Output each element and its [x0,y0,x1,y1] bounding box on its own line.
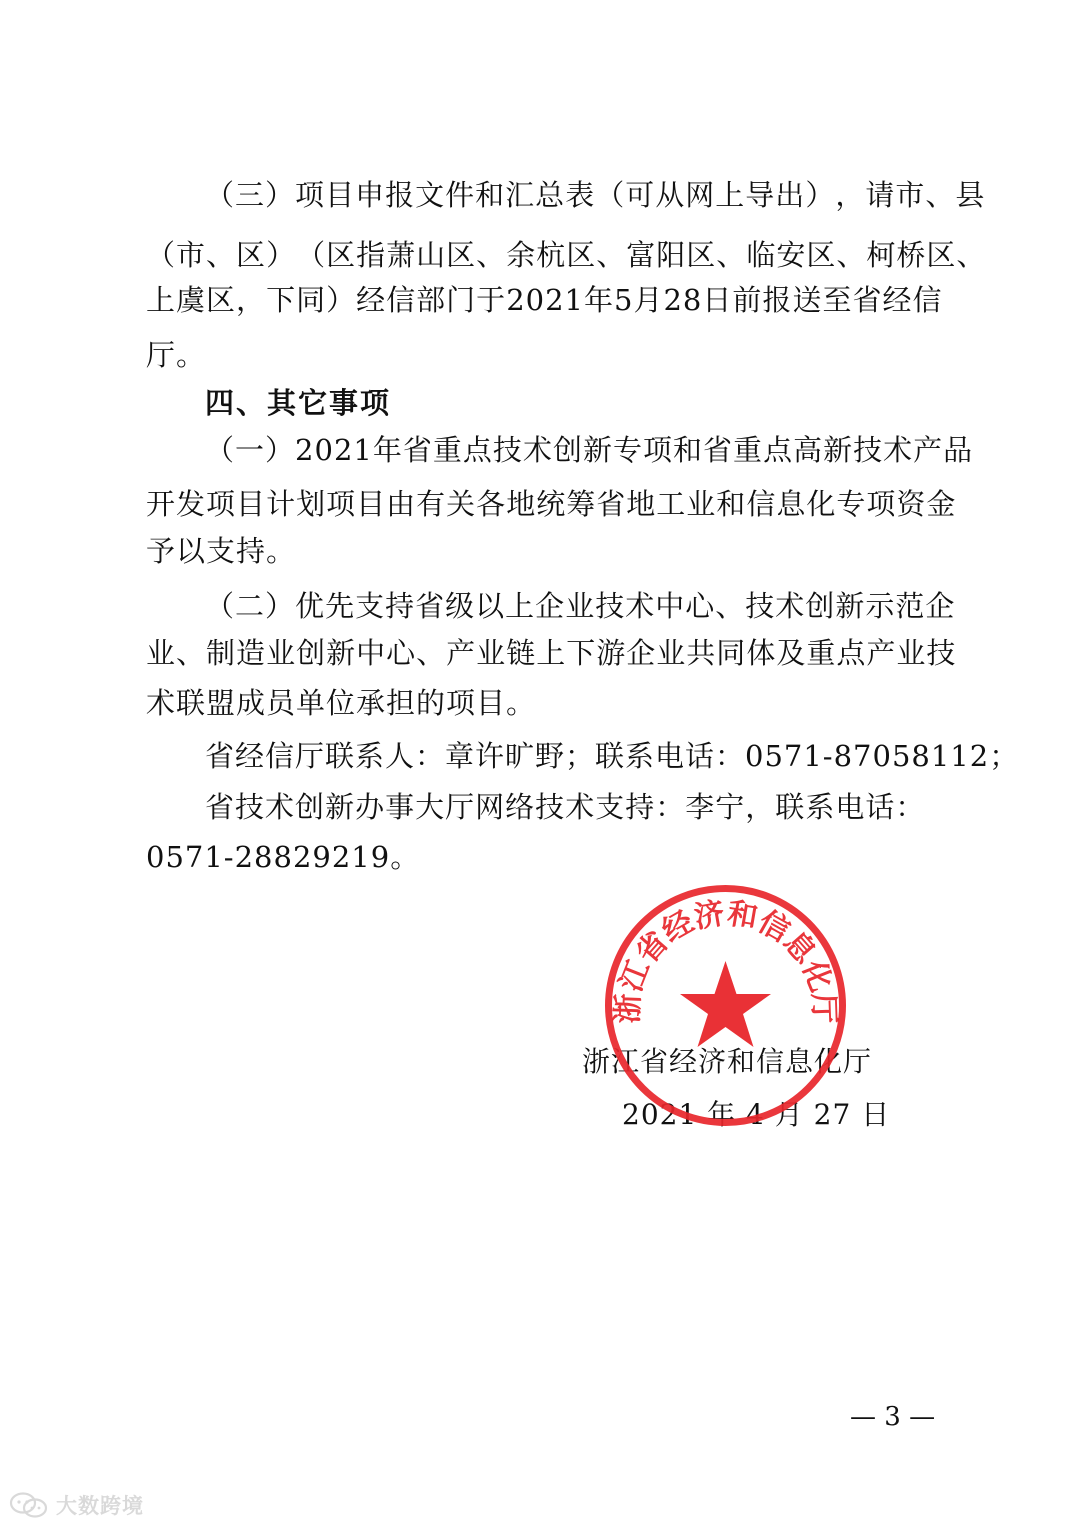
text-token: 杭 [536,238,567,272]
text-token: 新 [325,790,356,824]
text-token: ） [266,238,297,272]
text-token: 新 [835,589,866,623]
text-token: 划 [296,487,327,521]
text-token: 、 [715,589,746,623]
text-token: 导 [745,178,776,212]
text-token: 开 [146,487,177,521]
text-token: 地 [626,487,657,521]
text-token: 新 [326,636,357,670]
text-token: （ [595,178,626,212]
text-token: 有 [416,487,447,521]
text-token: 报 [385,178,416,212]
text-token: 下 [566,636,597,670]
text-token: 产 [913,433,944,467]
text-token: 三 [235,178,266,212]
item-1-line-1 [205,433,974,467]
text-token: 地 [506,487,537,521]
text-token: 李 [685,790,716,824]
text-token: 指 [356,238,387,272]
text-token: （ [205,589,236,623]
text-token: 山 [416,238,447,272]
text-token: 、 [956,238,987,272]
seal-text: 浙江省经济和信息化厅 [610,895,842,1025]
text-token: 由 [386,487,417,521]
text-token: 支 [595,790,626,824]
text-token: 术 [883,433,914,467]
text-token: 游 [596,636,627,670]
text-token: 业 [146,636,177,670]
text-token: 点 [462,433,493,467]
text-token: 链 [506,636,537,670]
text-token: 安 [776,238,807,272]
text-token: 企 [626,636,657,670]
text-token: 区 [446,238,477,272]
text-token: 上 [505,589,536,623]
text-token: （ [296,238,327,272]
text-token: 经 [882,283,913,317]
contact-line-3: 0571-28829219。 [146,840,421,874]
signature-organization: 浙江省经济和信息化厅 [582,1045,873,1078]
text-token: 创 [552,433,583,467]
text-token: 业 [266,636,297,670]
page-number: — 3 — [850,1402,936,1432]
text-token: 表 [565,178,596,212]
text-token: 从 [655,178,686,212]
text-token: 省 [596,487,627,521]
text-token: 区 [236,238,267,272]
text-token: 前 [732,283,763,317]
text-token: 技 [535,790,566,824]
text-token: 网 [475,790,506,824]
text-token: 重 [733,433,764,467]
text-token: 点 [836,636,867,670]
text-token: 先 [325,589,356,623]
text-token: 上 [536,636,567,670]
text-token: ） [265,433,296,467]
text-token: （ [146,238,177,272]
text-token: 、 [416,636,447,670]
text-token: 报 [762,283,793,317]
text-token: 新 [823,433,854,467]
text-token: 技 [853,433,884,467]
text-token: 业 [686,487,717,521]
text-token: 创 [295,790,326,824]
text-token: 省 [402,433,433,467]
text-token: 可 [625,178,656,212]
text-token: 项 [866,487,897,521]
text-token: 上 [146,283,177,317]
text-token: 省 [205,790,236,824]
text-token: 部 [416,283,447,317]
text-token: 目 [325,178,356,212]
text-token: ， [835,178,866,212]
text-token: 大 [415,790,446,824]
section-heading: 四、其它事项 [205,386,392,420]
text-token: 县 [955,178,986,212]
text-token: 高 [793,433,824,467]
text-token: 发 [176,487,207,521]
text-token: 和 [475,178,506,212]
text-token: 和 [673,433,704,467]
text-token: 二 [235,589,266,623]
text-token: 术 [265,790,296,824]
text-token: 中 [356,636,387,670]
text-token: 、 [206,238,237,272]
text-token: 术 [565,790,596,824]
text-token: 2021 [506,283,584,317]
text-token: 请 [865,178,896,212]
text-token: 项 [326,487,357,521]
text-token: 业 [476,636,507,670]
text-token: 技 [492,433,523,467]
text-token: 项 [206,487,237,521]
text-token: 宁 [715,790,746,824]
signature-date: 2021 年 4 月 27 日 [622,1098,891,1131]
text-token: 下 [266,283,297,317]
text-token: 信 [386,283,417,317]
star-icon [680,961,771,1047]
text-token: 和 [716,487,747,521]
text-token: 心 [685,589,716,623]
text-token: 余 [506,238,537,272]
text-token: 点 [763,433,794,467]
text-token: 桥 [896,238,927,272]
text-token: 萧 [386,238,417,272]
item-2-line-2 [146,636,957,670]
text-token: 送 [792,283,823,317]
watermark [8,1490,144,1520]
paragraph-3-line-1 [205,178,986,212]
text-token: 至 [822,283,853,317]
text-token: 业 [656,636,687,670]
text-token: 产 [446,636,477,670]
text-token: 、 [596,238,627,272]
text-token: 专 [612,433,643,467]
text-token: 信 [912,283,943,317]
text-token: 资 [896,487,927,521]
text-token: 、 [836,238,867,272]
text-token: 以 [475,589,506,623]
contact-line-2 [205,790,926,824]
text-token: 月 [633,283,664,317]
text-token: 事 [385,790,416,824]
text-token: 重 [432,433,463,467]
text-token: 产 [866,636,897,670]
text-token: 虞 [176,283,207,317]
wechat-logo-icon [8,1491,50,1519]
text-token: 项 [295,178,326,212]
text-token: ： [655,790,686,824]
text-token: 信 [746,487,777,521]
text-token: 化 [806,487,837,521]
text-token: 目 [356,487,387,521]
text-token: 筹 [566,487,597,521]
text-token: 新 [582,433,613,467]
text-token: 技 [595,589,626,623]
text-token: 、 [176,636,207,670]
text-token: 、 [716,238,747,272]
text-token: 富 [626,238,657,272]
text-token: 术 [625,589,656,623]
paragraph-3-line-3 [146,283,943,317]
text-token: 省 [415,589,446,623]
text-token: 目 [236,487,267,521]
text-token: 企 [535,589,566,623]
text-token: 创 [805,589,836,623]
text-token: （ [205,433,236,467]
text-token: 关 [446,487,477,521]
text-token: 件 [445,178,476,212]
text-token: 共 [686,636,717,670]
text-token: ） [265,589,296,623]
item-2-line-3: 术联盟成员单位承担的项目。 [146,686,537,720]
text-token: 办 [355,790,386,824]
text-token: 中 [655,589,686,623]
text-token: 企 [925,589,956,623]
text-token: 经 [356,283,387,317]
text-token: 网 [685,178,716,212]
text-token: 持 [625,790,656,824]
text-token: 、 [476,238,507,272]
paragraph-3-line-4: 厅。 [146,338,207,372]
text-token: 统 [536,487,567,521]
text-token: 区 [206,283,237,317]
text-token: 、 [925,178,956,212]
text-token: 品 [943,433,974,467]
text-token: 汇 [505,178,536,212]
text-token: 年 [372,433,403,467]
item-2-line-1 [205,589,956,623]
text-token: 技 [926,636,957,670]
text-token: 制 [206,636,237,670]
text-token: 支 [355,589,386,623]
text-token: 项 [643,433,674,467]
text-token: 总 [535,178,566,212]
text-token: 省 [852,283,883,317]
text-token: 区 [326,238,357,272]
text-token: 术 [522,433,553,467]
text-token: ， [745,790,776,824]
text-token: 术 [775,589,806,623]
text-token: 市 [176,238,207,272]
text-token: 一 [235,433,266,467]
text-token: 络 [505,790,536,824]
text-token: 话 [865,790,896,824]
text-token: 厅 [445,790,476,824]
text-token: 年 [584,283,615,317]
text-token: 息 [776,487,807,521]
text-token: 文 [415,178,446,212]
text-token: 同 [716,636,747,670]
text-token: ） [805,178,836,212]
text-token: 重 [806,636,837,670]
text-token: 范 [895,589,926,623]
text-token: 5 [614,283,634,317]
text-token: 上 [715,178,746,212]
text-token: 各 [476,487,507,521]
contact-line-1: 省经信厅联系人：章许旷野；联系电话：0571-87058112； [205,739,1020,773]
text-token: 同 [296,283,327,317]
text-token: 及 [776,636,807,670]
text-token: ） [265,178,296,212]
item-1-line-3: 予以支持。 [146,534,297,568]
text-token: 区 [686,238,717,272]
text-token: 心 [386,636,417,670]
paragraph-3-line-2 [146,238,987,272]
text-token: 出 [775,178,806,212]
text-token: 区 [566,238,597,272]
text-token: 体 [746,636,777,670]
text-token: 计 [266,487,297,521]
text-token: 区 [806,238,837,272]
text-token: （ [205,178,236,212]
text-token: 阳 [656,238,687,272]
text-token: 于 [476,283,507,317]
text-token: 优 [295,589,326,623]
text-token: 区 [926,238,957,272]
text-token: 28 [663,283,703,317]
text-token: 省 [703,433,734,467]
text-token: 技 [745,589,776,623]
text-token: ， [236,283,267,317]
text-token: 工 [656,487,687,521]
text-token: 申 [355,178,386,212]
text-token: 临 [746,238,777,272]
item-1-line-2 [146,487,957,521]
text-token: 业 [565,589,596,623]
text-token: 系 [805,790,836,824]
text-token: 示 [865,589,896,623]
text-token: 金 [926,487,957,521]
text-token: 市 [895,178,926,212]
text-token: 专 [836,487,867,521]
text-token: ： [895,790,926,824]
text-token: 门 [446,283,477,317]
text-token: 业 [896,636,927,670]
watermark-text: 大数跨境 [56,1494,144,1518]
text-token: ） [326,283,357,317]
text-token: 2021 [295,433,373,467]
text-token: 柯 [866,238,897,272]
text-token: 电 [835,790,866,824]
text-token: 造 [236,636,267,670]
text-token: 创 [296,636,327,670]
text-token: 持 [385,589,416,623]
text-token: 联 [775,790,806,824]
official-seal [603,883,848,1128]
text-token: 日 [702,283,733,317]
text-token: 技 [235,790,266,824]
text-token: 级 [445,589,476,623]
